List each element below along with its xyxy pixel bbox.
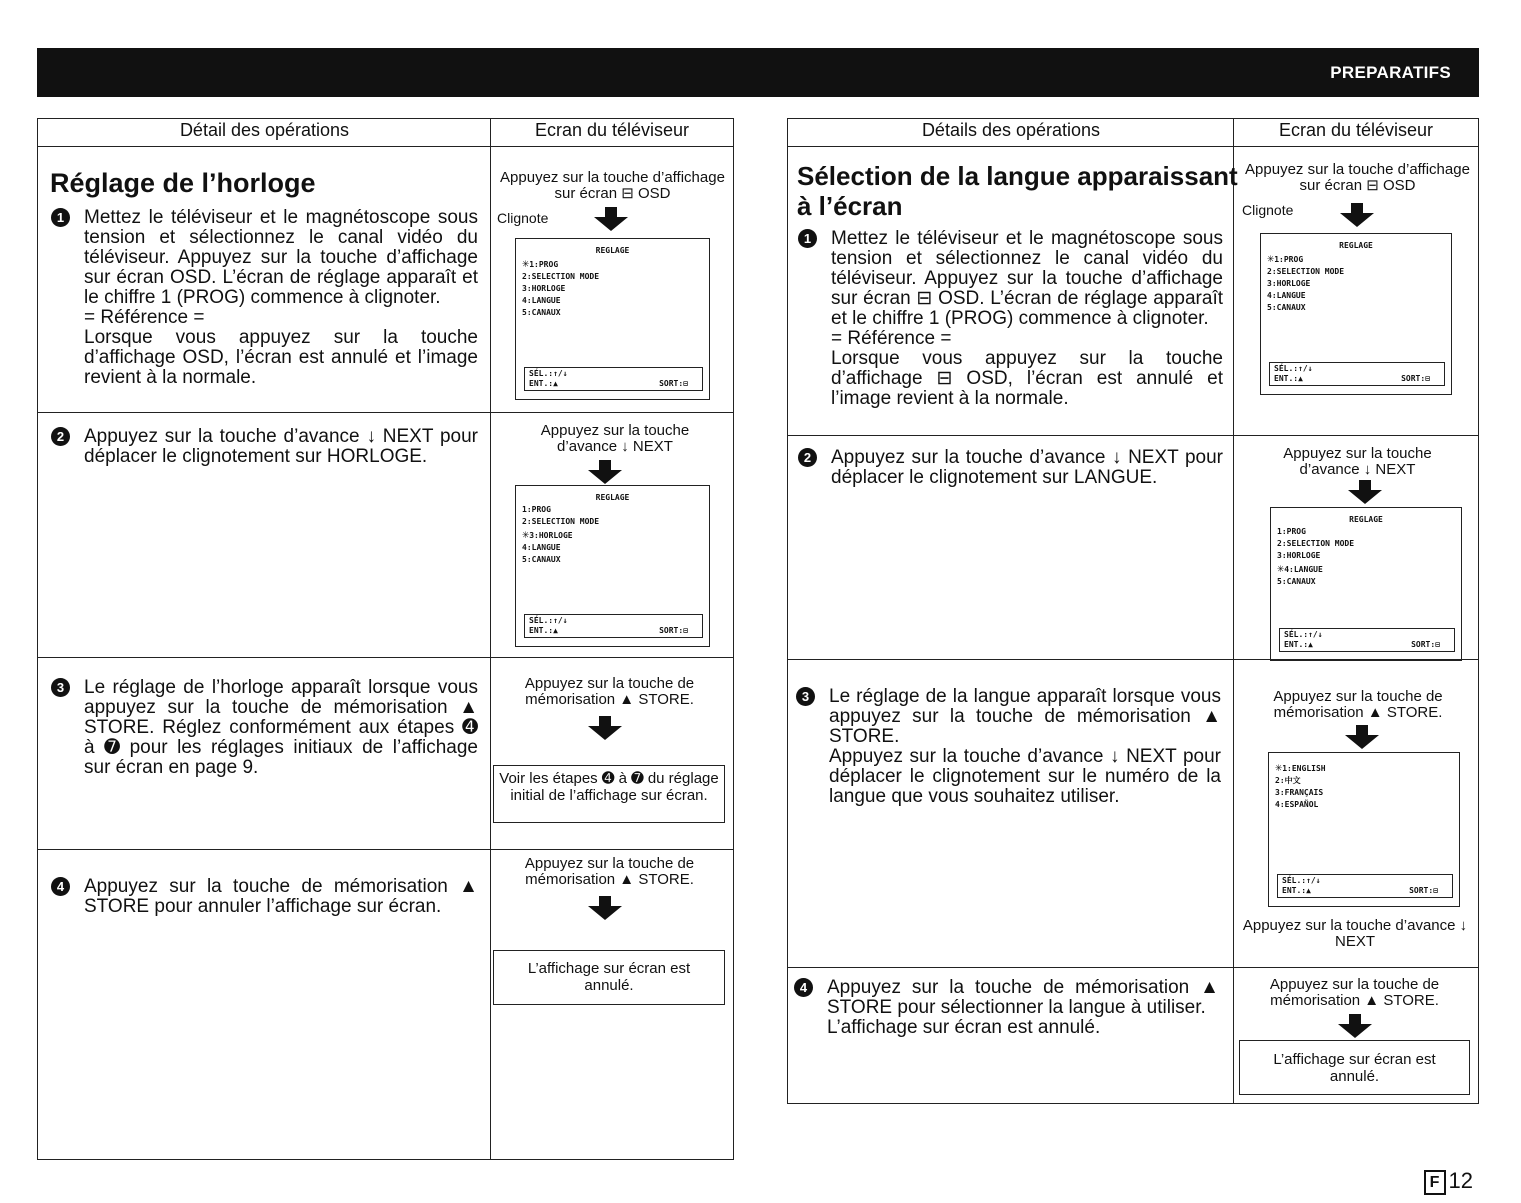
osd-lang-item: 2:中文 [1275, 776, 1301, 785]
osd-title: REGLAGE [1349, 515, 1383, 524]
osd-sel: SÉL.:↑/↓ [529, 369, 568, 378]
osd-menu-item: ✳4:LANGUE [1277, 561, 1323, 575]
osd-title: REGLAGE [595, 493, 630, 502]
osd-sel: SÉL.:↑/↓ [1274, 364, 1313, 373]
right-col1-header: Détails des opérations [788, 119, 1234, 147]
osd-lang-item: 4:ESPAÑOL [1275, 800, 1319, 809]
step-text: Appuyez sur la touche d’avance ↓ NEXT pour déplacer le clignotement sur LANGUE. [831, 447, 1223, 488]
osd-menu-item: ✳1:PROG [1267, 251, 1304, 265]
osd-menu-item: ✳3:HORLOGE [522, 527, 573, 541]
step-number-1: 1 [798, 229, 817, 248]
osd-ent: ENT.:▲ [1274, 374, 1303, 383]
left-step-2 [56, 426, 478, 467]
step-text: Lorsque vous appuyez sur la touche d’affichage OSD, l’écran est annulé et l’image revient à la normale. [84, 327, 478, 388]
right-caption-4: Appuyez sur la touche d’avance ↓ NEXT [1242, 917, 1468, 950]
right-step-1 [803, 228, 1223, 409]
right-divider [1233, 119, 1234, 1103]
osd-sel: SÉL.:↑/↓ [1282, 876, 1321, 885]
osd-screen-2 [515, 485, 710, 647]
left-row-line [38, 849, 733, 850]
osd-sel: SÉL.:↑/↓ [529, 616, 568, 625]
step-number-4: 4 [794, 978, 813, 997]
step-text: Appuyez sur la touche d’avance ↓ NEXT pour déplacer le clignotement sur le numéro de la langue que vous souhaitez utiliser. [829, 746, 1221, 807]
osd-footer [524, 367, 703, 391]
osd-screen-5 [1268, 752, 1460, 907]
left-row-line [38, 657, 733, 658]
osd-menu-item: ✳1:PROG [522, 256, 559, 270]
step-text: L’affichage sur écran est annulé. [827, 1017, 1101, 1038]
page-letter: F [1424, 1170, 1446, 1195]
step-number-3: 3 [51, 678, 70, 697]
osd-menu-item: 5:CANAUX [1267, 303, 1306, 312]
step-number-2: 2 [51, 427, 70, 446]
osd-menu-item: 2:SELECTION MODE [1267, 267, 1345, 276]
left-caption-4: Appuyez sur la touche de mémorisation ▲ STORE. [524, 855, 695, 888]
right-step-2 [803, 447, 1223, 488]
osd-title: REGLAGE [1339, 241, 1373, 250]
step-text: Appuyez sur la touche de mémorisation ▲ STORE pour sélectionner la langue à utiliser. [827, 977, 1219, 1018]
step-text: Mettez le téléviseur et le magnétoscope sous tension et sélectionnez le canal vidéo du téléviseur. Appuyez sur la touche d’affichage sur écran ⊟ OSD. L’écran de réglage apparaît et le chiffre 1 (PROG) commence à clignoter. [831, 228, 1223, 329]
step-text: Lorsque vous appuyez sur la touche d’affichage ⊟ OSD, l’écran est annulé et l’image revient à la normale. [831, 348, 1223, 409]
osd-ent: ENT.:▲ [1284, 640, 1313, 649]
osd-menu-item: 2:SELECTION MODE [522, 517, 600, 526]
left-step-4 [56, 876, 478, 917]
right-step-4 [799, 977, 1219, 1038]
left-divider [490, 119, 491, 1159]
step-number-2: 2 [798, 448, 817, 467]
step-number-3: 3 [796, 687, 815, 706]
osd-sort: SORT:⊟ [659, 626, 688, 635]
right-section-title-line2: à l’écran [797, 191, 903, 221]
right-caption-2: Appuyez sur la touche d’avance ↓ NEXT [1283, 445, 1432, 478]
osd-menu-item: 2:SELECTION MODE [522, 272, 600, 281]
blink-icon: ✳ [1277, 561, 1285, 575]
reference-label: = Référence = [831, 328, 952, 349]
osd-sort: SORT:⊟ [1401, 374, 1430, 383]
osd-ent: ENT.:▲ [529, 379, 558, 388]
left-col2-header: Ecran du téléviseur [491, 119, 733, 147]
clignote-label: Clignote [1242, 202, 1294, 218]
clignote-label: Clignote [497, 210, 549, 226]
left-col1-header: Détail des opérations [38, 119, 491, 147]
osd-screen-1 [515, 238, 710, 400]
right-section-title-line1: Sélection de la langue apparaissant [797, 161, 1238, 191]
right-col2-header: Ecran du téléviseur [1234, 119, 1478, 147]
osd-lang-item: ✳1:ENGLISH [1275, 760, 1326, 774]
step-text: Mettez le téléviseur et le magnétoscope sous tension et sélectionnez le canal vidéo du téléviseur. Appuyez sur la touche d’affichage sur écran OSD. L’écran de réglage apparaît et le chiffre 1 (PROG) commence à clignoter. [84, 207, 478, 308]
step-number-1: 1 [51, 208, 70, 227]
left-note-1: Voir les étapes ➍ à ➐ du réglage initial de l’affichage sur écran. [493, 765, 725, 823]
right-note: L’affichage sur écran est annulé. [1239, 1040, 1470, 1095]
osd-footer [1279, 628, 1455, 652]
osd-screen-4 [1270, 507, 1462, 661]
page-number-value: 12 [1448, 1168, 1473, 1194]
osd-menu-item: 4:LANGUE [522, 543, 561, 552]
left-caption-1: Appuyez sur la touche d’affichage sur écran ⊟ OSD [500, 169, 725, 202]
right-step-3 [801, 686, 1221, 807]
osd-footer [1277, 874, 1453, 898]
blink-icon: ✳ [1275, 760, 1283, 774]
step-number-4: 4 [51, 877, 70, 896]
osd-menu-item: 3:HORLOGE [1267, 279, 1311, 288]
osd-menu-item: 5:CANAUX [522, 308, 561, 317]
step-text: Le réglage de la langue apparaît lorsque vous appuyez sur la touche de mémorisation ▲ STORE. [829, 686, 1221, 747]
osd-menu-item: 4:LANGUE [522, 296, 561, 305]
osd-lang-item: 3:FRANÇAIS [1275, 788, 1324, 797]
osd-ent: ENT.:▲ [1282, 886, 1311, 895]
osd-menu-item: 5:CANAUX [1277, 577, 1316, 586]
osd-menu-item: 1:PROG [522, 505, 551, 514]
step-text: Appuyez sur la touche d’avance ↓ NEXT pour déplacer le clignotement sur HORLOGE. [84, 426, 478, 467]
step-text: Le réglage de l’horloge apparaît lorsque vous appuyez sur la touche de mémorisation ▲ STORE. Réglez conformément aux étapes ➍ à ➐ pour les réglages initiaux de l’affichage sur écran en page 9. [84, 677, 478, 778]
osd-screen-3 [1260, 233, 1452, 395]
section-header [37, 48, 1479, 97]
osd-menu-item: 4:LANGUE [1267, 291, 1306, 300]
osd-menu-item: 3:HORLOGE [1277, 551, 1321, 560]
right-row-line [788, 435, 1478, 436]
right-row-line [788, 967, 1478, 968]
left-row-line [38, 412, 733, 413]
osd-menu-item: 5:CANAUX [522, 555, 561, 564]
left-note-2: L’affichage sur écran est annulé. [493, 950, 725, 1005]
page-number [1424, 1168, 1473, 1195]
osd-sel: SÉL.:↑/↓ [1284, 630, 1323, 639]
blink-icon: ✳ [522, 256, 530, 270]
left-caption-2: Appuyez sur la touche d’avance ↓ NEXT [540, 422, 690, 455]
osd-title: REGLAGE [595, 246, 630, 255]
left-caption-3: Appuyez sur la touche de mémorisation ▲ STORE. [524, 675, 695, 708]
left-step-3 [56, 677, 478, 778]
reference-label: = Référence = [84, 307, 205, 328]
osd-sort: SORT:⊟ [659, 379, 688, 388]
right-caption-1: Appuyez sur la touche d’affichage sur écran ⊟ OSD [1245, 161, 1470, 194]
left-section-title: Réglage de l’horloge [50, 168, 316, 198]
osd-footer [1269, 362, 1445, 386]
right-caption-3: Appuyez sur la touche de mémorisation ▲ STORE. [1273, 688, 1443, 721]
osd-menu-item: 3:HORLOGE [522, 284, 566, 293]
right-caption-5: Appuyez sur la touche de mémorisation ▲ STORE. [1269, 976, 1440, 1009]
osd-menu-item: 1:PROG [1277, 527, 1306, 536]
osd-ent: ENT.:▲ [529, 626, 558, 635]
osd-footer [524, 614, 703, 638]
osd-sort: SORT:⊟ [1409, 886, 1438, 895]
left-step-1 [56, 207, 478, 388]
blink-icon: ✳ [1267, 251, 1275, 265]
osd-sort: SORT:⊟ [1411, 640, 1440, 649]
section-header-title: PREPARATIFS [1330, 63, 1451, 82]
blink-icon: ✳ [522, 527, 530, 541]
step-text: Appuyez sur la touche de mémorisation ▲ STORE pour annuler l’affichage sur écran. [84, 876, 478, 917]
osd-menu-item: 2:SELECTION MODE [1277, 539, 1355, 548]
